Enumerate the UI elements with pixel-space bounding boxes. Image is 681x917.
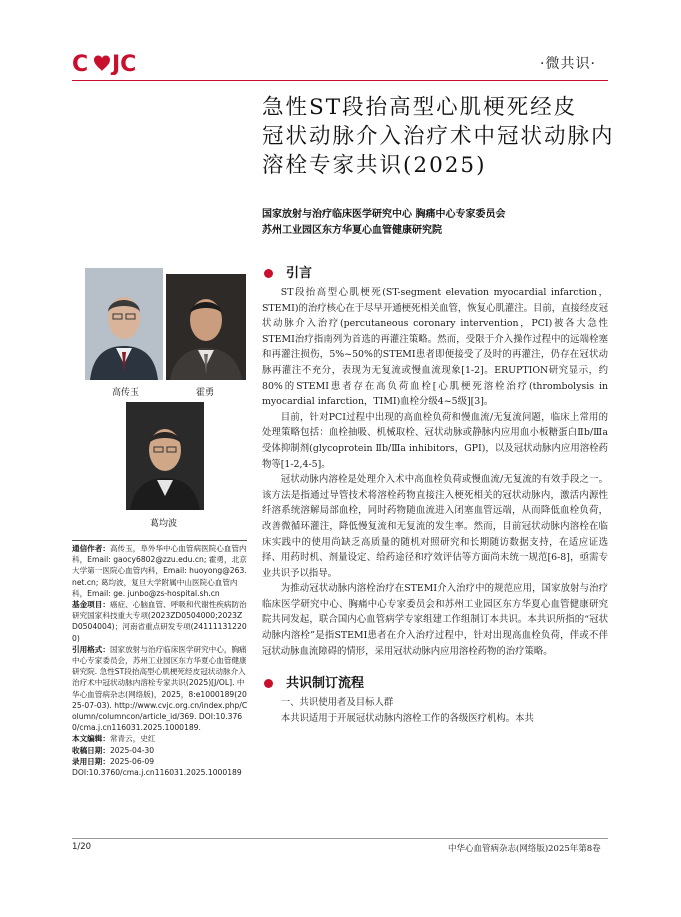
footer-rule: [72, 838, 608, 839]
author-photo: [126, 402, 204, 510]
accepted-date: 录用日期：2025-06-09: [72, 756, 155, 766]
author-name: 葛均波: [150, 519, 178, 529]
page-number: 1/20: [72, 842, 92, 852]
cvjc-logo: [72, 51, 154, 75]
title-line: 冠状动脉介入治疗术中冠状动脉内: [262, 124, 615, 149]
author-name: 霍勇: [196, 388, 215, 398]
paragraph: 目前，针对PCI过程中出现的高血栓负荷和慢血流/无复流问题，临床上常用的处理策略包括：血栓抽吸、机械取栓、冠状动脉或静脉内应用血小板糖蛋白Ⅱb/Ⅲa受体抑制剂(glycoprotein Ⅱb/Ⅲa inhibitors，GPI)，以及冠状动脉内应用溶栓药物等[1-2,4-5]。: [262, 411, 608, 470]
citation-format: 引用格式：国家放射与治疗临床医学研究中心，胸痛中心专家委员会，苏州工业园区东方华夏心血管健康研究院. 急性ST段抬高型心肌梗死经皮冠状动脉介入治疗术中冠状动脉内溶栓专家共识(2025)[J/OL]. 中华心血管病杂志(网络版)，2025，8:e1000189(2025-07-03). http://www.cvjc.org.cn/index.php/Column/columncon/article_id/369. DOI:10.3760/cma.j.cn116031.2025.1000189.: [72, 644, 248, 733]
received-date: 收稿日期：2025-04-30: [72, 745, 155, 755]
svg-text:JC: JC: [112, 52, 137, 75]
funding: 基金项目：癌症、心脑血管、呼吸和代谢性疾病防治研究国家科技重大专项(2023ZD0504000;2023ZD0504004)；河南省重点研发专项(241111312200): [72, 600, 247, 643]
author-name: 高传玉: [112, 388, 140, 398]
affiliation: 国家放射与治疗临床医学研究中心 胸痛中心专家委员会: [262, 209, 506, 220]
title-line: 急性ST段抬高型心肌梗死经皮: [262, 95, 578, 120]
doi: DOI:10.3760/cma.j.cn116031.2025.1000189: [72, 768, 242, 778]
section-heading: 共识制订流程: [262, 675, 608, 693]
meta-rule: [72, 540, 247, 541]
bullet-icon: [264, 679, 273, 688]
title-line: 溶栓专家共识(2025): [262, 153, 487, 178]
paragraph: 为推动冠状动脉内溶栓治疗在STEMI介入治疗中的规范应用，国家放射与治疗临床医学研究中心、胸痛中心专家委员会和苏州工业园区东方华夏心血管健康研究院共同发起，联合国内心血管病学专家组建工作组制订本共识。本共识所指的“冠状动脉内溶栓”是指STEMI患者在介入治疗过程中，针对出现高血栓负荷，伴或不伴冠状动脉血流障碍的情形，采用冠状动脉内应用溶栓药物的治疗策略。: [262, 583, 608, 657]
author-photo: [85, 268, 163, 380]
bullet-icon: [264, 269, 273, 278]
paragraph: ST段抬高型心肌梗死(ST-segment elevation myocardial infarction，STEMI)的治疗核心在于尽早开通梗死相关血管，恢复心肌灌注。目前，直接经皮冠状动脉介入治疗(percutaneous coronary intervention，PCI)被各大急性STEMI治疗指南列为首选的再灌注策略。然而，受限于介入操作过程中的远端栓塞和再灌注损伤，5%~50%的STEMI患者即便接受了及时的再灌注，仍存在冠状动脉再灌注不充分，表现为无复流或慢血流现象[1-2]。ERUPTION研究显示，约80%的STEMI患者存在高负荷血栓[心肌梗死溶栓治疗(thrombolysis in myocardial infarction，TIMI)血栓分级4~5级][3]。: [262, 287, 608, 408]
article-title: [262, 93, 615, 180]
paragraph: 冠状动脉内溶栓是处理介入术中高血栓负荷或慢血流/无复流的有效手段之一。该方法是指通过导管技术将溶栓药物直接注入梗死相关的冠状动脉内，激活内源性纤溶系统溶解局部血栓，同时药物随血流进入闭塞血管远端，从而降低血栓负荷，改善微循环灌注，降低慢复流和无复流的发生率。然而，目前冠状动脉内溶栓在临床实践中的使用尚缺乏高质量的随机对照研究和长期随访数据支持，在适应证选择、用药时机、剂量设定、给药途径和疗效评估等方面尚未统一规范[6-8]，亟需专业共识予以指导。: [262, 474, 608, 579]
corresponding-authors: 通信作者：高传玉，阜外华中心血管病医院心血管内科，Email: gaocy6802@zzu.edu.cn; 霍勇，北京大学第一医院心血管内科，Email: huoyong@263.net.cn; 葛均波，复旦大学附属中山医院心血管内科，Email: ge. junbo@zs-hospital.sh.cn: [72, 544, 247, 598]
paragraph: 本共识适用于开展冠状动脉内溶栓工作的各级医疗机构。本共: [280, 712, 534, 724]
article-metadata: [72, 543, 248, 778]
section-tag: ·微共识·: [540, 56, 596, 72]
affiliation: 苏州工业园区东方华夏心血管健康研究院: [262, 225, 442, 236]
subheading: 一、共识使用者及目标人群: [280, 697, 394, 709]
svg-text:C: C: [72, 52, 90, 75]
section-heading: 引言: [262, 265, 608, 283]
journal-name: 中华心血管病杂志(网络版)2025年第8卷: [448, 844, 601, 854]
editor: 本文编辑：常青云，史红: [72, 734, 156, 744]
author-photo: [166, 274, 246, 380]
header-rule: [72, 80, 608, 81]
main-text: [262, 265, 608, 726]
